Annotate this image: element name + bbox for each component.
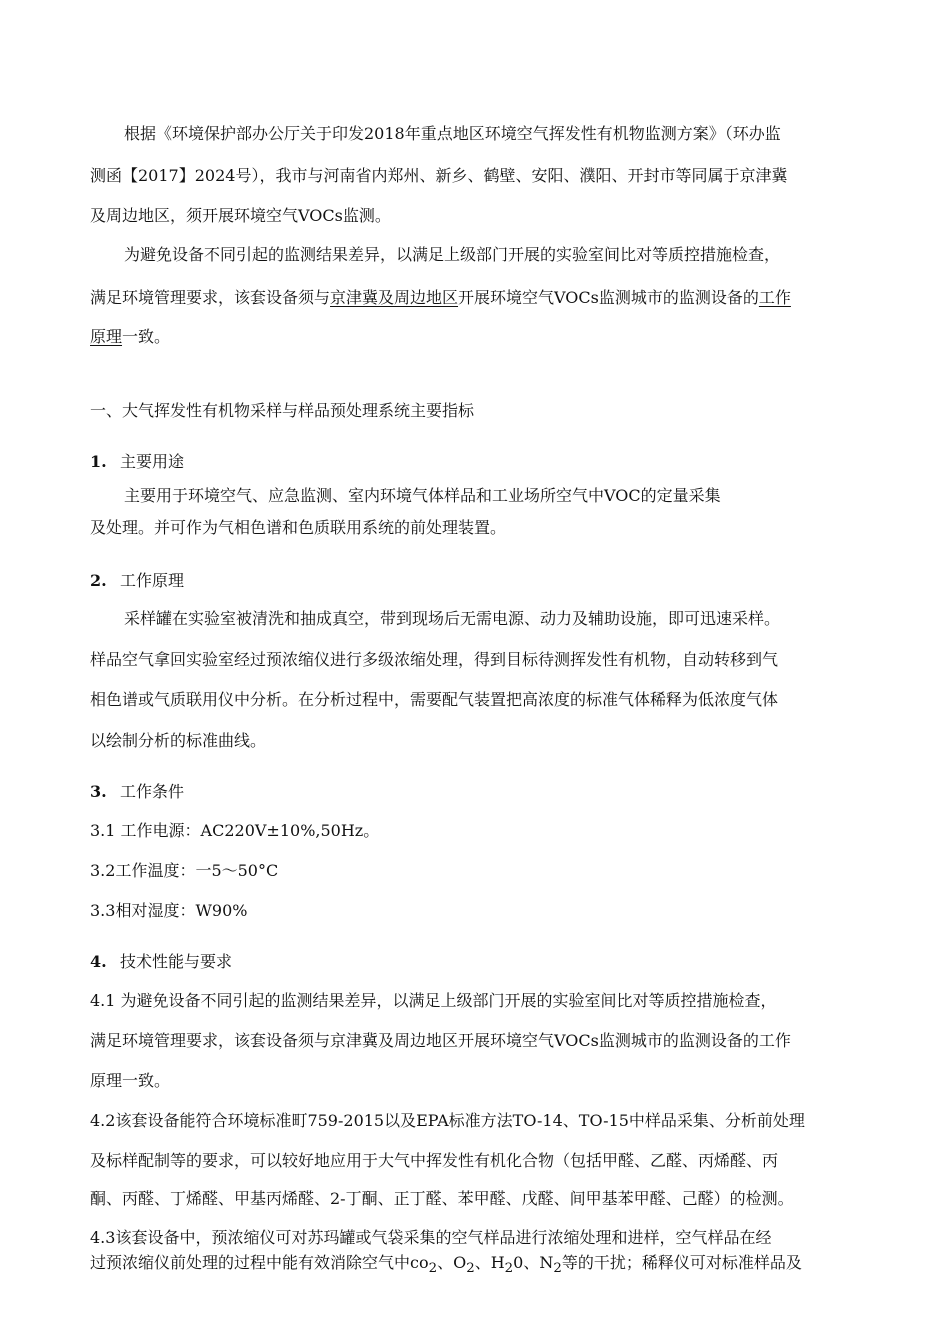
item-3-line-3: 3.3相对湿度：W90%	[90, 901, 248, 920]
intro-p2-text-b: 开展环境空气VOCs监测城市的监测设备的	[458, 288, 759, 307]
item-2-line-1: 采样罐在实验室被清洗和抽成真空，带到现场后无需电源、动力及辅助设施，即可迅速采样。	[124, 609, 781, 628]
item-1-number: 1.	[90, 452, 107, 471]
item-4-line-6: 酮、丙醛、丁烯醛、甲基丙烯醛、2-丁酮、正丁醛、苯甲醛、戊醛、间甲基苯甲醛、己醛）的检测。	[90, 1189, 794, 1208]
item-4-line-1: 4.1 为避免设备不同引起的监测结果差异，以满足上级部门开展的实验室间比对等质控措施检查，	[90, 991, 777, 1010]
item-4-line-8-part-c: 、H	[474, 1253, 505, 1272]
item-4-line-8-part-d: 0、N	[513, 1253, 554, 1272]
item-4-line-4: 4.2该套设备能符合环境标准町759-2015以及EPA标准方法TO-14、TO-15中样品采集、分析前处理	[90, 1111, 805, 1130]
intro-p2-line-1: 为避免设备不同引起的监测结果差异，以满足上级部门开展的实验室间比对等质控措施检查，	[124, 245, 781, 264]
item-2-line-4: 以绘制分析的标准曲线。	[90, 731, 267, 750]
item-3-line-1: 3.1 工作电源：AC220V±10%,50Hz。	[90, 821, 380, 840]
item-4-line-3: 原理一致。	[90, 1071, 171, 1090]
item-4-line-5: 及标样配制等的要求，可以较好地应用于大气中挥发性有机化合物（包括甲醛、乙醛、丙烯醛、丙	[90, 1151, 779, 1170]
intro-p1-line-3: 及周边地区，须开展环境空气VOCs监测。	[90, 206, 391, 225]
underlined-region-text: 京津冀及周边地区	[330, 288, 459, 307]
item-1-title: 主要用途	[120, 452, 185, 471]
subscript-co2: 2	[428, 1261, 438, 1277]
intro-p2-line-2	[90, 288, 880, 308]
item-2-heading	[90, 571, 880, 591]
item-4-line-8-part-a: 过预浓缩仪前处理的过程中能有效消除空气中co	[90, 1253, 429, 1272]
item-4-line-2: 满足环境管理要求，该套设备须与京津冀及周边地区开展环境空气VOCs监测城市的监测设备的工作	[90, 1031, 791, 1050]
item-1-line-1: 主要用于环境空气、应急监测、室内环境气体样品和工业场所空气中VOC的定量采集	[124, 486, 721, 505]
underlined-principle-text: 原理	[90, 327, 123, 346]
intro-p2-text-c: 一致。	[122, 327, 171, 346]
item-1-heading	[90, 452, 880, 472]
item-3-title: 工作条件	[120, 782, 185, 801]
intro-p1-line-2: 测函【2017】2024号），我市与河南省内郑州、新乡、鹤壁、安阳、濮阳、开封市等同属于京津冀	[90, 166, 788, 185]
item-3-heading	[90, 782, 880, 802]
item-4-title: 技术性能与要求	[120, 952, 233, 971]
item-1-line-2: 及处理。并可作为气相色谱和色质联用系统的前处理装置。	[90, 518, 507, 537]
intro-p2-text-a: 满足环境管理要求，该套设备须与	[90, 288, 331, 307]
intro-p1-line-1: 根据《环境保护部办公厅关于印发2018年重点地区环境空气挥发性有机物监测方案》（环办监	[124, 124, 781, 143]
item-2-number: 2.	[90, 571, 107, 590]
item-2-title: 工作原理	[120, 571, 185, 590]
item-2-line-2: 样品空气拿回实验室经过预浓缩仪进行多级浓缩处理，得到目标待测挥发性有机物，自动转移到气	[90, 650, 779, 669]
item-4-heading	[90, 952, 880, 972]
item-3-number: 3.	[90, 782, 107, 801]
underlined-work-text: 工作	[758, 288, 791, 307]
section-1-title: 一、大气挥发性有机物采样与样品预处理系统主要指标	[90, 401, 475, 420]
item-3-line-2: 3.2工作温度：一5〜50°C	[90, 861, 279, 880]
item-4-line-8-part-b: 、O	[437, 1253, 467, 1272]
subscript-o2: 2	[466, 1261, 475, 1277]
intro-p2-line-3	[90, 327, 880, 347]
item-2-line-3: 相色谱或气质联用仪中分析。在分析过程中，需要配气装置把高浓度的标准气体稀释为低浓度气体	[90, 690, 779, 709]
item-4-line-7: 4.3该套设备中，预浓缩仪可对苏玛罐或气袋采集的空气样品进行浓缩处理和进样，空气样品在经	[90, 1228, 772, 1247]
subscript-h2o: 2	[504, 1261, 514, 1277]
item-4-number: 4.	[90, 952, 107, 971]
item-4-line-8-part-e: 等的干扰；稀释仪可对标准样品及	[561, 1253, 802, 1272]
subscript-n2: 2	[553, 1261, 562, 1277]
item-4-line-8	[90, 1253, 880, 1279]
